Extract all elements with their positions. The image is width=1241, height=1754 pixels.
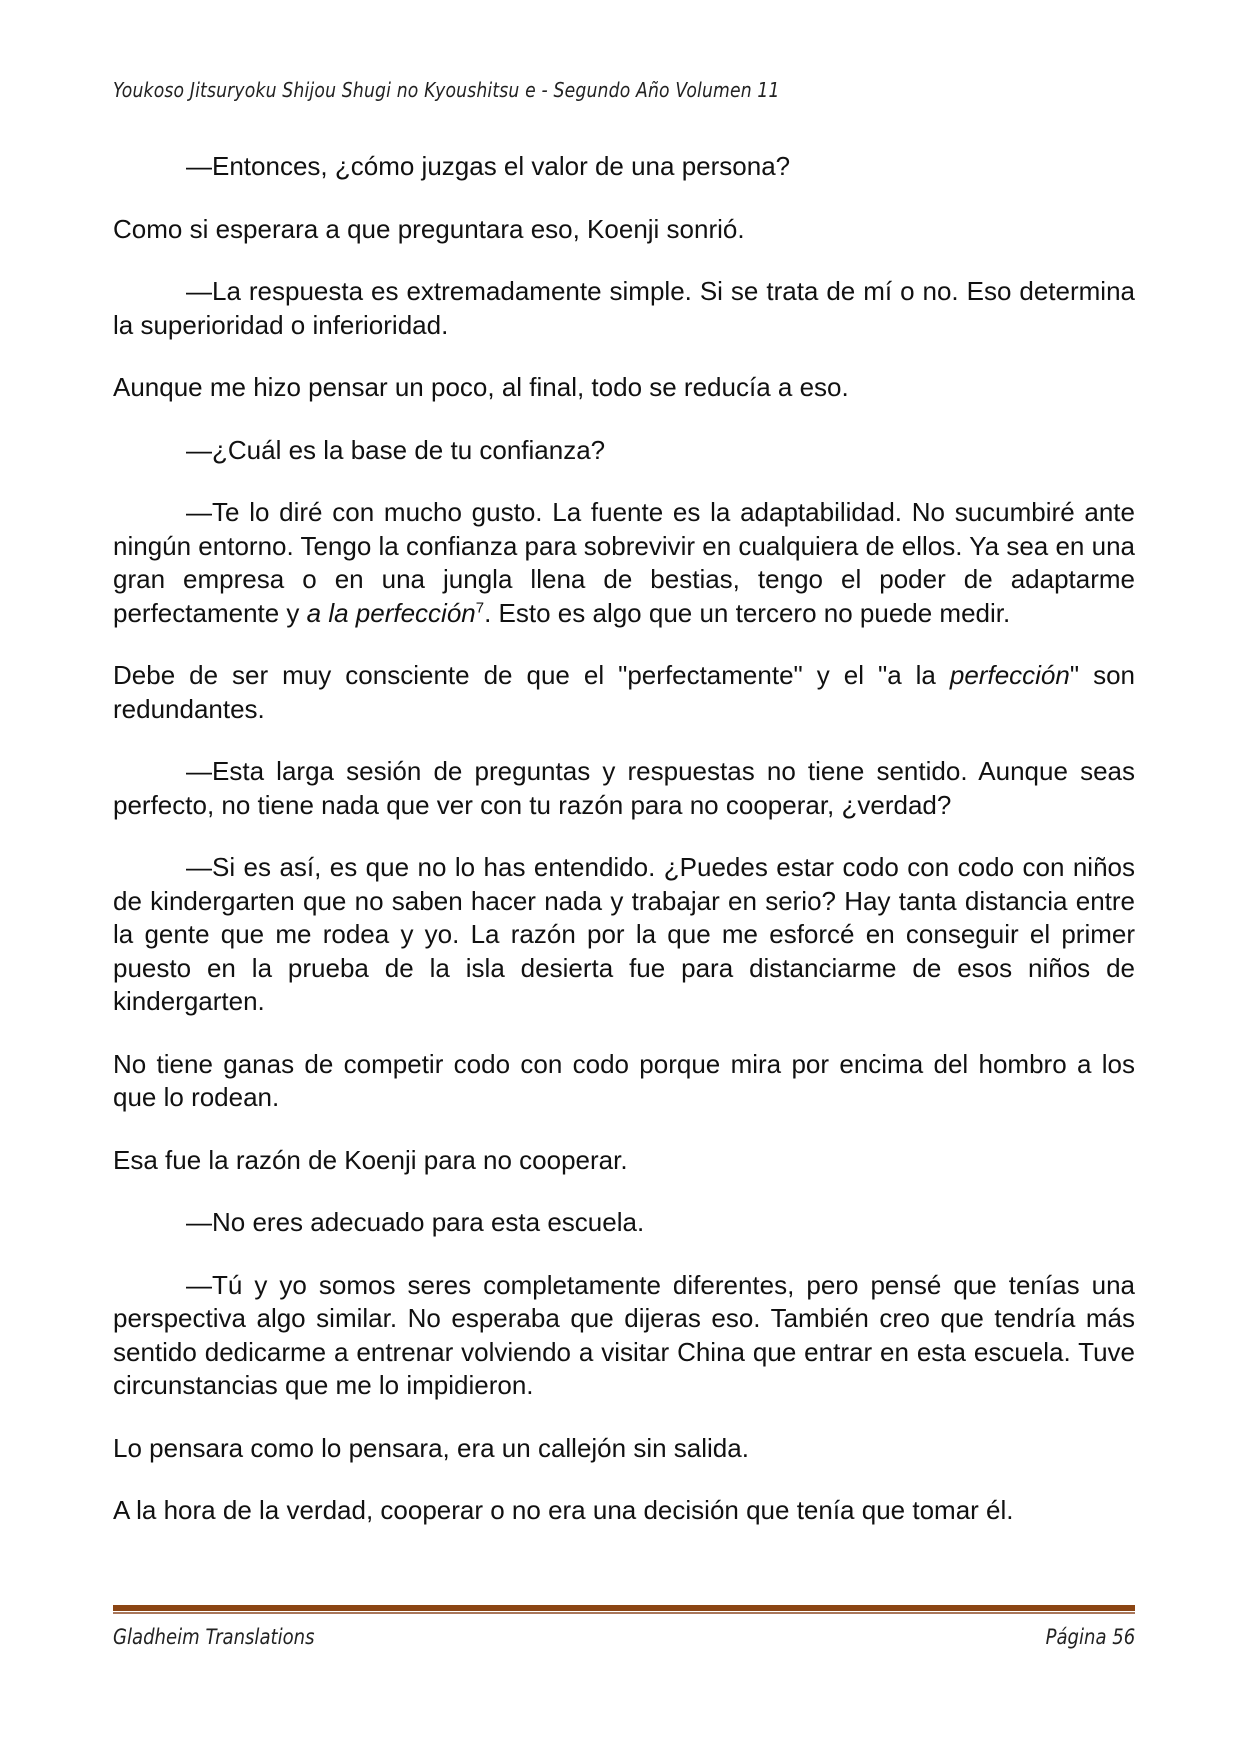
paragraph-dialog: —No eres adecuado para esta escuela. [186, 1207, 645, 1237]
paragraph-dialog: —La respuesta es extremadamente simple. Si se trata de mí o no. Eso determina la superioridad o inferioridad. [113, 276, 1135, 340]
paragraph-dialog: —Tú y yo somos seres completamente diferentes, pero pensé que tenías una perspectiva algo similar. No esperaba que dijeras eso. También creo que tendría más sentido dedicarme a entrenar volviendo a visitar China que entrar en esta escuela. Tuve circunstancias que me lo impidieron. [113, 1269, 1135, 1400]
paragraph-text: Debe de ser muy consciente de que el "perfectamente" y el "a la [113, 660, 950, 690]
paragraph-dialog: —¿Cuál es la base de tu confianza? [186, 434, 606, 465]
paragraph-dialog: —Si es así, es que no lo has entendido. ¿Puedes estar codo con codo con niños de kindergarten que no saben hacer nada y trabajar en serio? Hay tanta distancia entre la gente que me rodea y yo. La razón por la que me esforcé en conseguir el primer puesto en la prueba de la isla desierta fue para distanciarme de esos niños de kindergarten. [113, 852, 1135, 1016]
paragraph-text: —Te lo diré con mucho gusto. La fuente es la adaptabilidad. No sucumbiré ante ningún entorno. Tengo la confianza para sobrevivir en cualquiera de ellos. Ya sea en una gran empresa o en una jungla llena de bestias, tengo el poder de adaptarme perfectamente y [113, 497, 1135, 628]
footer-rule [113, 1603, 1135, 1614]
paragraph-narration: Aunque me hizo pensar un poco, al final, todo se reducía a eso. [113, 372, 849, 402]
paragraph-narration: Esa fue la razón de Koenji para no cooperar. [113, 1144, 628, 1175]
italic-phrase: a la perfección [306, 597, 476, 628]
paragraph-narration: No tiene ganas de competir codo con codo porque mira por encima del hombro a los que lo rodean. [113, 1048, 1135, 1112]
footer-rule-thick [113, 1605, 1135, 1611]
italic-phrase: perfección [949, 660, 1070, 690]
paragraph-text: . Esto es algo que un tercero no puede medir. [484, 597, 1011, 628]
paragraph-dialog: —Esta larga sesión de preguntas y respuestas no tiene sentido. Aunque seas perfecto, no tiene nada que ver con tu razón para no cooperar, ¿verdad? [113, 756, 1135, 820]
paragraph-narration: A la hora de la verdad, cooperar o no era una decisión que tenía que tomar él. [113, 1495, 1014, 1525]
footer-rule-thin [113, 1612, 1135, 1614]
paragraph-text: " son redundantes. [113, 660, 1136, 724]
paragraph-narration: Como si esperara a que preguntara eso, Koenji sonrió. [113, 213, 745, 244]
paragraph-narration: Lo pensara como lo pensara, era un callejón sin salida. [113, 1432, 749, 1463]
paragraph-dialog: —Entonces, ¿cómo juzgas el valor de una persona? [186, 151, 791, 181]
footer-publisher: Gladheim Translations [113, 1625, 315, 1649]
body-text [113, 150, 1135, 1557]
running-header: Youkoso Jitsuryoku Shijou Shugi no Kyoushitsu e - Segundo Año Volumen 11 [113, 78, 780, 102]
paragraph-narration [113, 659, 1135, 726]
footnote-marker[interactable]: 7 [475, 598, 485, 616]
page-number: Página 56 [1045, 1625, 1135, 1649]
paragraph-dialog [113, 496, 1135, 630]
